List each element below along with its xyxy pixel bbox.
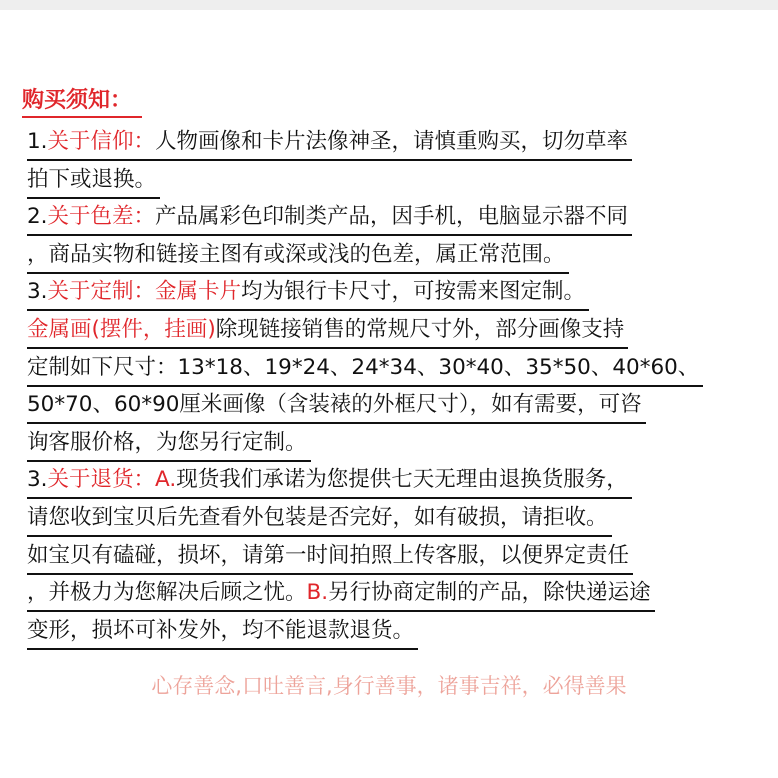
returns-text-2: 请您收到宝贝后先查看外包装是否完好，如有破损，请拒收。: [27, 501, 612, 537]
color-text-2: ，商品实物和链接主图有或深或浅的色差，属正常范围。: [27, 238, 569, 274]
faith-line-1-underline: [27, 125, 632, 161]
returns-text-4a: ，并极力为您解决后顾之忧。: [27, 580, 307, 606]
purchase-notice-heading: 购买须知：: [22, 86, 142, 118]
returns-line-4-underline: [27, 576, 655, 612]
custom-title: 关于定制：: [47, 279, 156, 305]
returns-b-label: B.: [306, 580, 329, 606]
custom-text-1: 均为银行卡尺寸，可按需来图定制。: [241, 279, 586, 305]
custom-line-2-underline: [27, 313, 628, 349]
notice-body: [27, 124, 772, 650]
color-text-1: 产品属彩色印制类产品，因手机，电脑显示器不同: [155, 204, 629, 230]
faith-title: 关于信仰：: [47, 129, 156, 154]
returns-title: 关于退货：: [47, 467, 156, 493]
custom-line-2: [27, 312, 772, 350]
color-number: 2.: [27, 204, 48, 230]
custom-line-1: [27, 274, 772, 312]
color-line-2: [27, 237, 772, 275]
custom-line-4: [27, 387, 772, 425]
custom-line-3: [27, 350, 772, 388]
returns-text-1: 现货我们承诺为您提供七天无理由退换货服务，: [176, 467, 628, 493]
custom-text-5: 询客服价格，为您另行定制。: [27, 426, 311, 462]
color-line-1: [27, 199, 772, 237]
faith-text-1: 人物画像和卡片法像神圣，请慎重购买，切勿草率: [155, 129, 629, 154]
returns-line-1: [27, 462, 772, 500]
returns-number: 3.: [27, 467, 48, 493]
faith-text-2: 拍下或退换。: [27, 163, 160, 199]
returns-line-2: [27, 500, 772, 538]
returns-line-1-underline: [27, 463, 632, 499]
faith-line-1: [27, 124, 772, 162]
metal-card-label: 金属卡片: [155, 279, 242, 305]
returns-text-3: 如宝贝有磕碰，损坏，请第一时间拍照上传客服，以便界定责任: [27, 539, 633, 575]
faith-line-2: [27, 162, 772, 200]
returns-a-label: A.: [155, 467, 177, 493]
custom-text-2: 除现链接销售的常规尺寸外，部分画像支持: [215, 316, 625, 342]
color-title: 关于色差：: [47, 204, 156, 230]
color-line-1-underline: [27, 200, 632, 236]
custom-text-4: 50*70、60*90厘米画像（含装裱的外框尺寸），如有需要，可咨: [27, 388, 646, 424]
faith-number: 1.: [27, 129, 48, 154]
returns-line-5: [27, 613, 772, 651]
custom-text-3: 定制如下尺寸：13*18、19*24、24*34、30*40、35*50、40*60、: [27, 351, 703, 387]
custom-line-5: [27, 425, 772, 463]
metal-painting-label: 金属画(摆件，挂画): [27, 316, 216, 342]
returns-text-5: 变形，损坏可补发外，均不能退款退货。: [27, 614, 418, 650]
custom-line-1-underline: [27, 275, 589, 311]
custom-number: 3.: [27, 279, 48, 305]
top-strip: [0, 0, 778, 10]
returns-line-3: [27, 538, 772, 576]
returns-line-4: [27, 575, 772, 613]
returns-text-4b: 另行协商定制的产品，除快递运途: [328, 580, 651, 606]
blessing-motto: 心存善念,口吐善言,身行善事，诸事吉祥，必得善果: [151, 674, 627, 698]
